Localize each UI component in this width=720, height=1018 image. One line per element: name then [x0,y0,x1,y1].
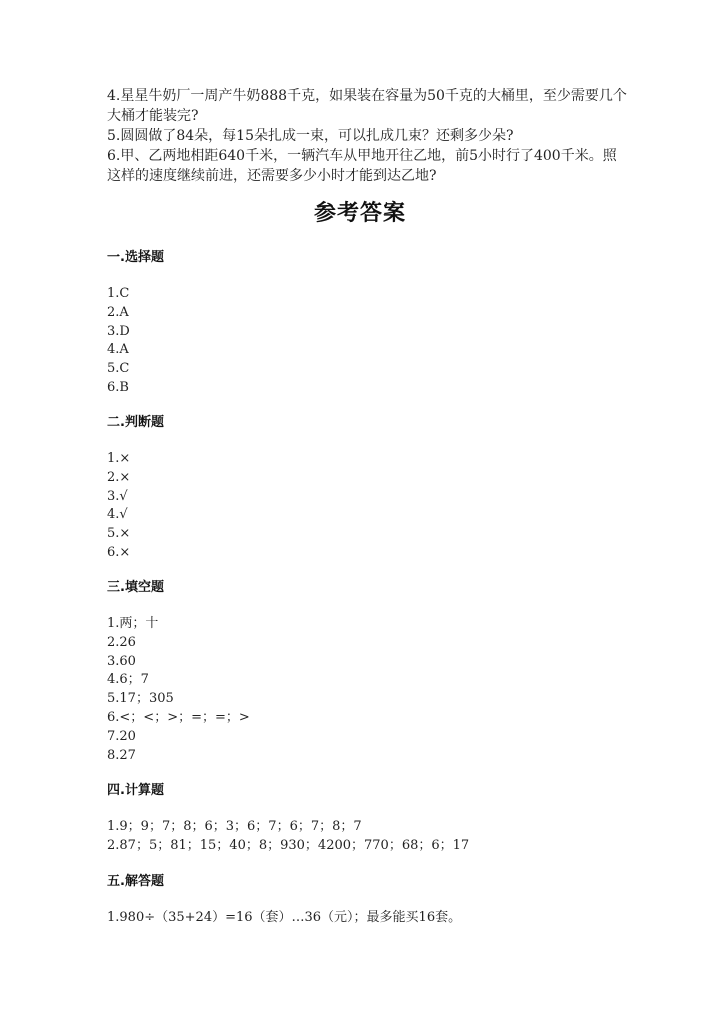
section-title: 五.解答题 [107,874,164,889]
answer-item: 5.17；305 [107,691,174,707]
section-multiple-choice [107,246,627,398]
answer-item: 1.× [107,451,131,466]
answer-item: 6.× [107,544,131,560]
section-title: 四.计算题 [107,783,164,798]
answer-item: 3.60 [107,653,136,669]
answer-item: 2.26 [107,634,136,650]
answer-item: 1.C [107,286,130,301]
answer-item: 6.B [107,379,129,395]
question-6: 6.甲、乙两地相距640千米，一辆汽车从甲地开往乙地，前5小时行了400千米。照这样的速度继续前进，还需要多少小时才能到达乙地? [107,148,617,184]
answer-item: 7.20 [107,728,136,744]
section-title: 二.判断题 [107,415,164,430]
answer-item: 2.× [107,469,131,485]
answer-item: 5.C [107,361,130,377]
section-true-false [107,411,627,563]
question-4: 4.星星牛奶厂一周产牛奶888千克，如果装在容量为50千克的大桶里，至少需要几个大桶才能装完? [107,88,627,124]
answer-item: 1.9；9；7；8；6；3；6；7；6；7；8；7 [107,819,362,834]
question-list [107,86,627,186]
answer-item: 2.A [107,304,129,320]
answer-key-title: 参考答案 [313,200,406,226]
answer-item: 3.√ [107,488,128,504]
answer-item: 4.6；7 [107,672,149,688]
section-fill-in [107,576,627,765]
answer-list [107,818,627,856]
section-calculation [107,779,627,856]
answer-list [107,615,627,765]
question-5: 5.圆圆做了84朵，每15朵扎成一束，可以扎成几束？还剩多少朵? [107,128,514,144]
answer-list [107,450,627,563]
answer-item: 3.D [107,323,130,339]
section-word-problems [107,870,627,928]
answer-list [107,285,627,398]
section-title: 三.填空题 [107,580,164,595]
section-title: 一.选择题 [107,250,164,265]
answer-item: 1.两；十 [107,616,159,631]
answer-item: 5.× [107,526,131,542]
answer-item: 2.87；5；81；15；40；8；930；4200；770；68；6；17 [107,837,470,853]
answer-list [107,909,627,928]
answer-item: 4.√ [107,507,128,523]
answer-item: 4.A [107,342,129,358]
answer-item: 8.27 [107,747,136,763]
answer-item: 1.980÷（35+24）=16（套）…36（元）；最多能买16套。 [107,910,462,925]
answer-item: 6.<；<；>；=；=；> [107,709,250,725]
